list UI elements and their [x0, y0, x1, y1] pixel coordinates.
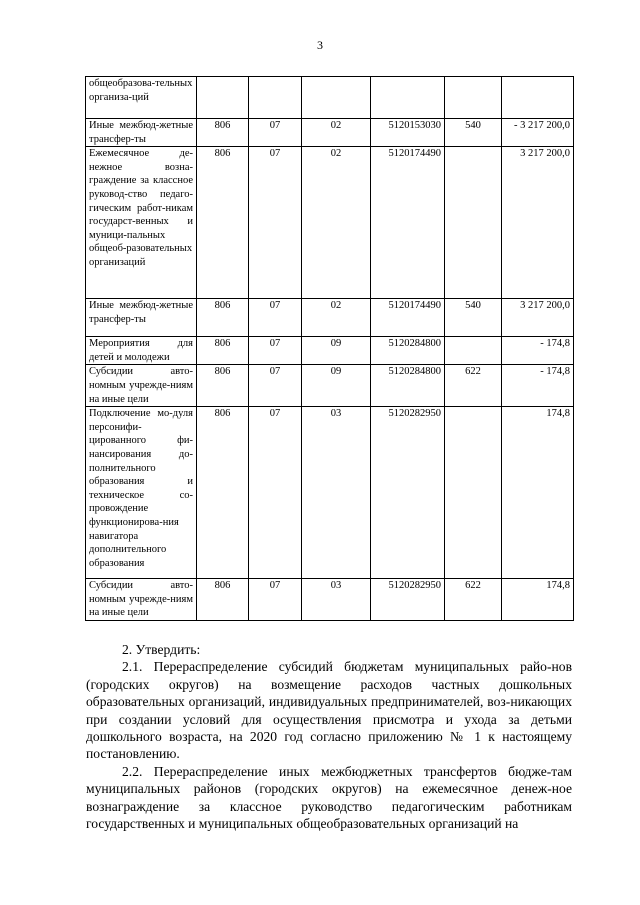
table-cell-pr: 09 — [302, 365, 371, 407]
paragraph-approve: 2. Утвердить: — [122, 642, 201, 657]
table-cell-rz: 07 — [249, 579, 302, 621]
table-row — [86, 407, 574, 579]
table-cell-sum: 174,8 — [502, 407, 574, 579]
table-cell-vr — [445, 407, 502, 579]
table-cell-rz: 07 — [249, 365, 302, 407]
table-row — [86, 119, 574, 147]
table-cell-gr: 806 — [197, 299, 249, 337]
table-cell-gr: 806 — [197, 119, 249, 147]
budget-table — [85, 76, 574, 621]
table-cell-name: Подключение мо-дуля персонифи-цированного фи-нансирования до-полнительного образования и техническое со-провождение функционирова-ния навигатора дополнительного образования — [86, 407, 197, 579]
table-cell-rz — [249, 77, 302, 119]
table-cell-vr — [445, 77, 502, 119]
table-cell-gr: 806 — [197, 147, 249, 299]
table-cell-pr: 03 — [302, 579, 371, 621]
table-cell-pr — [302, 77, 371, 119]
table-cell-sum: - 174,8 — [502, 337, 574, 365]
table-cell-pr: 02 — [302, 119, 371, 147]
table-cell-rz: 07 — [249, 147, 302, 299]
table-cell-gr: 806 — [197, 365, 249, 407]
table-cell-name: Иные межбюд-жетные трансфер-ты — [86, 119, 197, 147]
table-cell-gr — [197, 77, 249, 119]
table-cell-name: Иные межбюд-жетные трансфер-ты — [86, 299, 197, 337]
table-cell-cs: 5120153030 — [371, 119, 445, 147]
table-cell-rz: 07 — [249, 407, 302, 579]
table-cell-sum: 3 217 200,0 — [502, 299, 574, 337]
table-cell-name: Субсидии авто-номным учрежде-ниям на иные цели — [86, 365, 197, 407]
table-cell-sum: - 174,8 — [502, 365, 574, 407]
table-cell-sum — [502, 77, 574, 119]
table-cell-cs: 5120282950 — [371, 579, 445, 621]
table-cell-vr: 622 — [445, 579, 502, 621]
table-cell-pr: 02 — [302, 299, 371, 337]
table-row — [86, 365, 574, 407]
paragraph-2-1: 2.1. Перераспределение субсидий бюджетам муниципальных райо-нов (городских округов) на возмещение расходов частных дошкольных образовательных организаций, индивидуальных предпринимателей, воз-никающих при создании условий для осуществления присмотра и ухода за детьми дошкольного возраста, на 2020 год согласно приложению № 1 к настоящему постановлению. — [86, 659, 572, 762]
table-cell-pr: 09 — [302, 337, 371, 365]
table-cell-rz: 07 — [249, 337, 302, 365]
table-cell-gr: 806 — [197, 407, 249, 579]
table-cell-gr: 806 — [197, 579, 249, 621]
table-cell-cs: 5120284800 — [371, 365, 445, 407]
table-cell-sum: - 3 217 200,0 — [502, 119, 574, 147]
table-cell-rz: 07 — [249, 119, 302, 147]
table-cell-pr: 03 — [302, 407, 371, 579]
table-cell-rz: 07 — [249, 299, 302, 337]
table-cell-vr — [445, 147, 502, 299]
table-row — [86, 77, 574, 119]
table-cell-vr: 540 — [445, 119, 502, 147]
table-row — [86, 579, 574, 621]
table-cell-name: Ежемесячное де-нежное возна-граждение за классное руковод-ство педаго-гическим работ-никам государст-венных и муници-пальных общеоб-разовательных организаций — [86, 147, 197, 299]
table-cell-cs — [371, 77, 445, 119]
body-text — [86, 641, 572, 832]
table-cell-vr — [445, 337, 502, 365]
table-cell-vr: 622 — [445, 365, 502, 407]
table-cell-cs: 5120284800 — [371, 337, 445, 365]
table-cell-cs: 5120174490 — [371, 147, 445, 299]
budget-table-body — [86, 77, 574, 621]
paragraph-2-2: 2.2. Перераспределение иных межбюджетных трансфертов бюдже-там муниципальных районов (городских округов) на ежемесячное денеж-ное вознаграждение за классное руководство педагогическим работникам государственных и муниципальных общеобразовательных организаций на — [86, 763, 572, 832]
table-cell-name: общеобразова-тельных организа-ций — [86, 77, 197, 119]
table-cell-name: Мероприятия для детей и молодежи — [86, 337, 197, 365]
table-cell-name: Субсидии авто-номным учрежде-ниям на иные цели — [86, 579, 197, 621]
table-cell-vr: 540 — [445, 299, 502, 337]
table-cell-cs: 5120282950 — [371, 407, 445, 579]
table-row — [86, 337, 574, 365]
table-row — [86, 147, 574, 299]
table-cell-cs: 5120174490 — [371, 299, 445, 337]
page-number: 3 — [317, 38, 323, 52]
table-cell-gr: 806 — [197, 337, 249, 365]
table-cell-pr: 02 — [302, 147, 371, 299]
table-row — [86, 299, 574, 337]
table-cell-sum: 174,8 — [502, 579, 574, 621]
table-cell-sum: 3 217 200,0 — [502, 147, 574, 299]
